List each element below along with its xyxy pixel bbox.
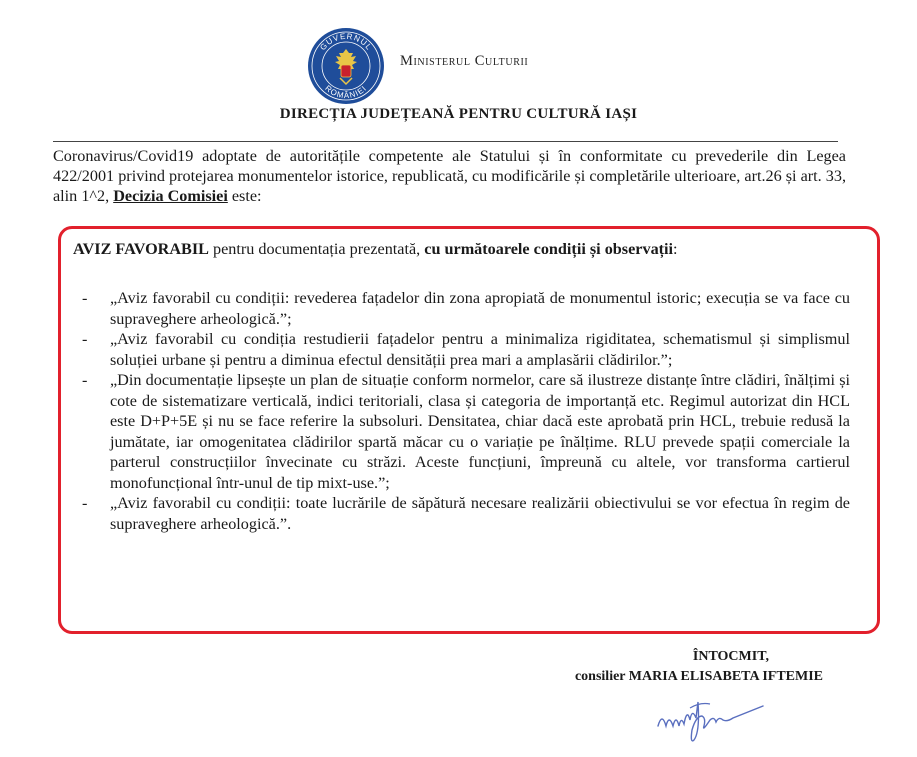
- list-dash: -: [82, 371, 88, 389]
- list-item: [82, 288, 850, 329]
- list-item-text: „Aviz favorabil cu condiția restudierii fațadelor pentru a minimaliza rigiditatea, schematismul și simplismul soluției urbane și pentru a diminua efectul densității prea mari a amplasării clădirilor.”;: [110, 330, 850, 369]
- list-item-text: „Din documentație lipsește un plan de situație conform normelor, care să ilustreze distanțe între clădiri, înălțimi și cote de sistematizare verticală, indici teritoriali, clasa și categoria de importanță etc. Regimul autorizat din HCL este D+P+5E și nu se face referire la subsoluri. Densitatea, chiar dacă este aprobată prin HCL, trebuie redusă la jumătate, iar omogenitatea clădirilor spartă măcar cu o variație pe înălțime. RLU prevede spații comerciale la parterul construcțiilor învecinate cu străzi. Aceste funcțiuni, împreună cu altele, vor transforma cartierul monofuncțional într-unul de tip mixt-use.”;: [110, 371, 850, 492]
- list-dash: -: [82, 289, 88, 307]
- department-title: DIRECȚIA JUDEȚEANĂ PENTRU CULTURĂ IAȘI: [279, 106, 638, 122]
- list-item-text: „Aviz favorabil cu condiții: toate lucrările de săpătură necesare realizării obiectivului se vor efectua în regim de supraveghere arheologică.”.: [110, 494, 850, 533]
- list-dash: -: [82, 330, 88, 348]
- list-item-text: „Aviz favorabil cu condiții: revederea fațadelor din zona apropiată de monumentul istoric; execuția se va face cu supraveghere arheologică.”;: [110, 289, 850, 328]
- handwritten-signature: [650, 690, 810, 748]
- intro-suffix: este:: [231, 187, 262, 205]
- intro-paragraph: [53, 146, 846, 206]
- aviz-heading: [73, 239, 863, 259]
- intro-text: Coronavirus/Covid19 adoptate de autoritățile competente ale Statului și în conformitate cu prevederile din Legea 422/2001 privind protejarea monumentelor istorice, republicată, cu modificările și completările ulterioare, art.26 și art. 33, alin 1^2,: [53, 147, 846, 205]
- list-item: [82, 370, 850, 493]
- aviz-conditions: cu următoarele condiții și observații: [424, 240, 674, 258]
- intocmit-label: ÎNTOCMIT,: [692, 649, 769, 664]
- ministry-name: Ministerul Culturii: [400, 53, 529, 69]
- list-item: [82, 329, 850, 370]
- aviz-title: AVIZ FAVORABIL: [73, 240, 209, 258]
- aviz-colon: :: [673, 240, 678, 258]
- decision-label: Decizia Comisiei: [113, 187, 228, 205]
- conditions-list: [82, 288, 850, 534]
- svg-text:GUVERNUL: GUVERNUL: [318, 31, 374, 53]
- header-divider: [53, 141, 838, 142]
- signatory-name: consilier MARIA ELISABETA IFTEMIE: [574, 669, 823, 684]
- svg-text:ROMÂNIEI: ROMÂNIEI: [323, 83, 369, 101]
- list-item: [82, 493, 850, 534]
- list-dash: -: [82, 494, 88, 512]
- government-emblem-icon: [307, 27, 385, 105]
- aviz-middle: pentru documentația prezentată,: [213, 240, 421, 258]
